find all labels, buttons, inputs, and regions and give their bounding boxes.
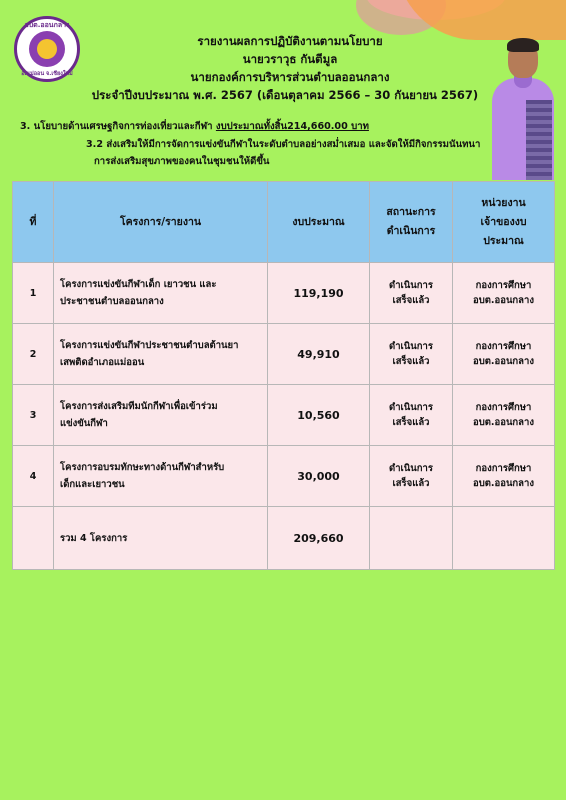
header-owner: หน่วยงาน เจ้าของงบ ประมาณ: [453, 182, 555, 263]
policy-item-3-text: 3. นโยบายด้านเศรษฐกิจการท่องเที่ยวและกีฬา: [20, 121, 216, 132]
total-label: รวม 4 โครงการ: [54, 507, 268, 570]
policy-item-3-2-line1: 3.2 ส่งเสริมให้มีการจัดการแข่งขันกีฬาในระดับตำบลอย่างสม่ำเสมอ และจัดให้มีกิจกรรมนันทนา: [86, 139, 481, 150]
row-budget: 10,560: [268, 385, 370, 446]
row-budget: 49,910: [268, 324, 370, 385]
total-owner: [453, 507, 555, 570]
row-no: 1: [13, 263, 54, 324]
table-row: [13, 263, 555, 324]
row-owner: กองการศึกษา อบต.ออนกลาง: [453, 385, 555, 446]
table-total-row: [13, 507, 555, 570]
header-no: ที่: [13, 182, 54, 263]
header-project: โครงการ/รายงาน: [54, 182, 268, 263]
table-row: [13, 324, 555, 385]
row-owner: กองการศึกษา อบต.ออนกลาง: [453, 446, 555, 507]
row-no: 4: [13, 446, 54, 507]
row-budget: 119,190: [268, 263, 370, 324]
policy-item-3-2: [86, 136, 516, 170]
row-project: โครงการแข่งขันกีฬาเด็ก เยาวชน และ ประชาชนตำบลออนกลาง: [54, 263, 268, 324]
mayor-name: นายวราวุธ กันตีมูล: [242, 52, 338, 66]
row-status: ดำเนินการ เสร็จแล้ว: [370, 324, 453, 385]
report-header: [80, 32, 500, 104]
row-status: ดำเนินการ เสร็จแล้ว: [370, 263, 453, 324]
total-no: [13, 507, 54, 570]
mayor-position: นายกองค์การบริหารส่วนตำบลออนกลาง: [190, 70, 390, 84]
project-table: [12, 181, 555, 570]
fiscal-year: ประจำปีงบประมาณ พ.ศ. 2567 (เดือนตุลาคม 2566 – 30 กันยายน 2567): [91, 88, 479, 102]
table-row: [13, 385, 555, 446]
row-status: ดำเนินการ เสร็จแล้ว: [370, 446, 453, 507]
row-project: โครงการอบรมทักษะทางด้านกีฬาสำหรับ เด็กและเยาวชน: [54, 446, 268, 507]
header-status: สถานะการ ดำเนินการ: [370, 182, 453, 263]
report-title: รายงานผลการปฏิบัติงานตามนโยบาย: [197, 34, 383, 48]
row-no: 3: [13, 385, 54, 446]
total-budget: 209,660: [268, 507, 370, 570]
row-no: 2: [13, 324, 54, 385]
policy-item-3: [20, 119, 369, 134]
policy-item-3-2-line2: การส่งเสริมสุขภาพของคนในชุมชนให้ดีขึ้น: [94, 156, 270, 167]
total-status: [370, 507, 453, 570]
table-header-row: [13, 182, 555, 263]
logo-bottom-text: อ.แม่ออน จ.เชียงใหม่: [21, 71, 73, 77]
policy-total-budget: งบประมาณทั้งสิ้น214,660.00 บาท: [215, 121, 369, 132]
row-owner: กองการศึกษา อบต.ออนกลาง: [453, 263, 555, 324]
row-project: โครงการส่งเสริมทีมนักกีฬาเพื่อเข้าร่วม แข่งขันกีฬา: [54, 385, 268, 446]
row-owner: กองการศึกษา อบต.ออนกลาง: [453, 324, 555, 385]
organization-seal-logo: [14, 16, 80, 82]
header-budget: งบประมาณ: [268, 182, 370, 263]
logo-top-text: อบต.ออนกลาง: [24, 21, 70, 29]
row-budget: 30,000: [268, 446, 370, 507]
table-row: [13, 446, 555, 507]
row-project: โครงการแข่งขันกีฬาประชาชนตำบลต้านยา เสพติดอำเภอแม่ออน: [54, 324, 268, 385]
row-status: ดำเนินการ เสร็จแล้ว: [370, 385, 453, 446]
seal-emblem-icon: [29, 31, 65, 67]
